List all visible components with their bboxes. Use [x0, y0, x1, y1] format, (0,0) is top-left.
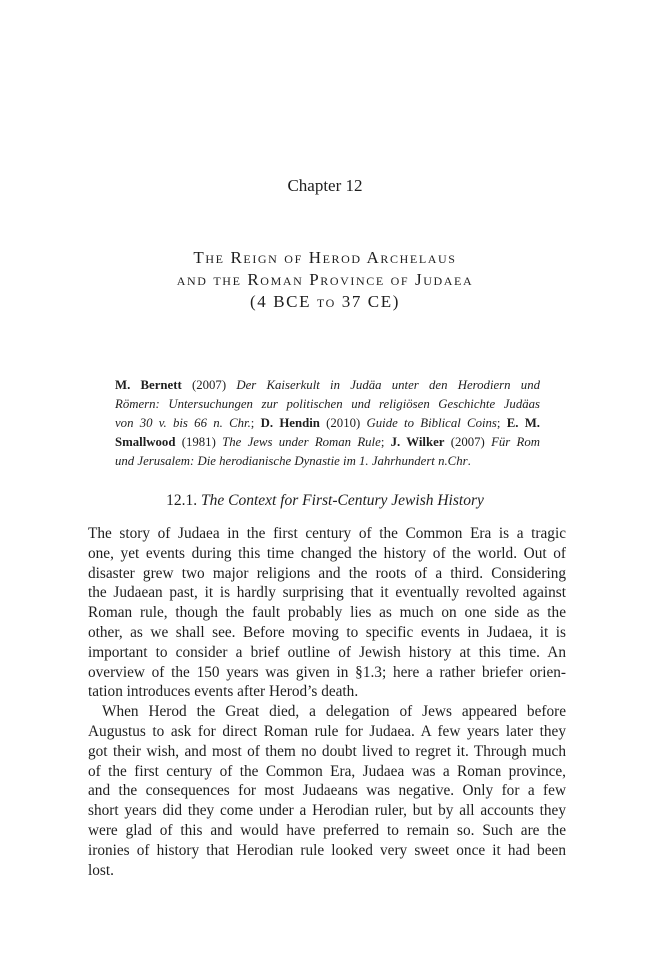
- citation-text: ;: [250, 416, 261, 430]
- paragraph: [88, 702, 566, 880]
- chapter-title-line: The Reign of Herod Archelaus: [193, 248, 457, 267]
- bibliography-line: [115, 395, 540, 414]
- paragraph-line: disaster grew two major religions and the roots of a third. Considering: [88, 564, 566, 582]
- paragraph-line: lost.: [88, 861, 114, 879]
- paragraph-line: the Judaean past, it is hardly surprising that it eventually revolted against: [88, 584, 566, 602]
- paragraph-line: Augustus to ask for direct Roman rule for Judaea. A few years later they: [88, 722, 566, 740]
- bibliography-line: [115, 376, 540, 395]
- author-name: J. Wilker: [390, 435, 445, 449]
- work-title: Für Rom: [491, 435, 541, 449]
- paragraph-line: important to consider a brief outline of Jewish history at this time. An: [88, 643, 566, 661]
- paragraph: [88, 524, 566, 702]
- paragraph-line: one, yet events during this time changed the history of the world. Out of: [88, 544, 566, 562]
- author-name: E. M.: [506, 416, 541, 430]
- citation-text: (2007): [181, 378, 237, 392]
- author-name: Smallwood: [115, 435, 176, 449]
- citation-text: ;: [496, 416, 507, 430]
- body-text: [88, 524, 566, 880]
- citation-text: (2010): [319, 416, 367, 430]
- bibliography-line: [115, 452, 540, 471]
- work-title: The Jews under Roman Rule: [222, 435, 381, 449]
- work-title: Römern: Untersuchungen zur politischen und religiösen Geschichte Judäas: [115, 397, 540, 411]
- citation-text: (1981): [175, 435, 223, 449]
- section-number: 12.1.: [166, 492, 198, 509]
- chapter-title-line: (4 BCE to 37 CE): [250, 292, 400, 311]
- author-name: M. Bernett: [115, 378, 182, 392]
- paragraph-line: other, as we shall see. Before moving to specific events in Judaea, it is: [88, 623, 566, 641]
- citation-text: ;: [380, 435, 391, 449]
- section-title: The Context for First-Century Jewish History: [201, 492, 484, 509]
- work-title: von 30 v. bis 66 n. Chr.: [115, 416, 251, 430]
- chapter-title-line: and the Roman Province of Judaea: [176, 270, 474, 289]
- chapter-title: [0, 247, 650, 313]
- paragraph-line: got their wish, and most of them no doubt lived to regret it. Through much: [88, 742, 566, 760]
- paragraph-line: overview of the 150 years was given in §1.3; here a rather briefer orien-: [88, 663, 566, 681]
- work-title: Guide to Biblical Coins: [366, 416, 497, 430]
- author-name: D. Hendin: [260, 416, 320, 430]
- paragraph-line: The story of Judaea in the first century of the Common Era is a tragic: [88, 525, 566, 542]
- paragraph-line: Roman rule, though the fault probably lies as much on one side as the: [88, 604, 566, 622]
- paragraph-line: tation introduces events after Herod’s death.: [88, 683, 359, 701]
- work-title: und Jerusalem: Die herodianische Dynastie im 1. Jahrhundert n.Chr: [115, 454, 468, 468]
- citation-text: (2007): [444, 435, 492, 449]
- chapter-number: Chapter 12: [287, 176, 363, 195]
- work-title: Der Kaiserkult in Judäa unter den Herodiern und: [236, 378, 540, 392]
- paragraph-line: of the first century of the Common Era, Judaea was a Roman province,: [88, 762, 566, 780]
- bibliography-line: [115, 414, 540, 433]
- citation-text: .: [467, 454, 471, 468]
- paragraph-line: ironies of history that Herodian rule looked very sweet once it had been: [88, 841, 566, 859]
- paragraph-line: and the consequences for most Judaeans was negative. Only for a few: [88, 782, 566, 800]
- bibliography-line: [115, 433, 540, 452]
- section-heading: [0, 491, 650, 511]
- paragraph-line: were glad of this and would have preferred to remain so. Such are the: [88, 821, 566, 839]
- paragraph-line: short years did they come under a Herodian ruler, but by all accounts they: [88, 802, 566, 820]
- bibliography-note: [115, 376, 540, 471]
- paragraph-line: When Herod the Great died, a delegation of Jews appeared before: [102, 703, 566, 721]
